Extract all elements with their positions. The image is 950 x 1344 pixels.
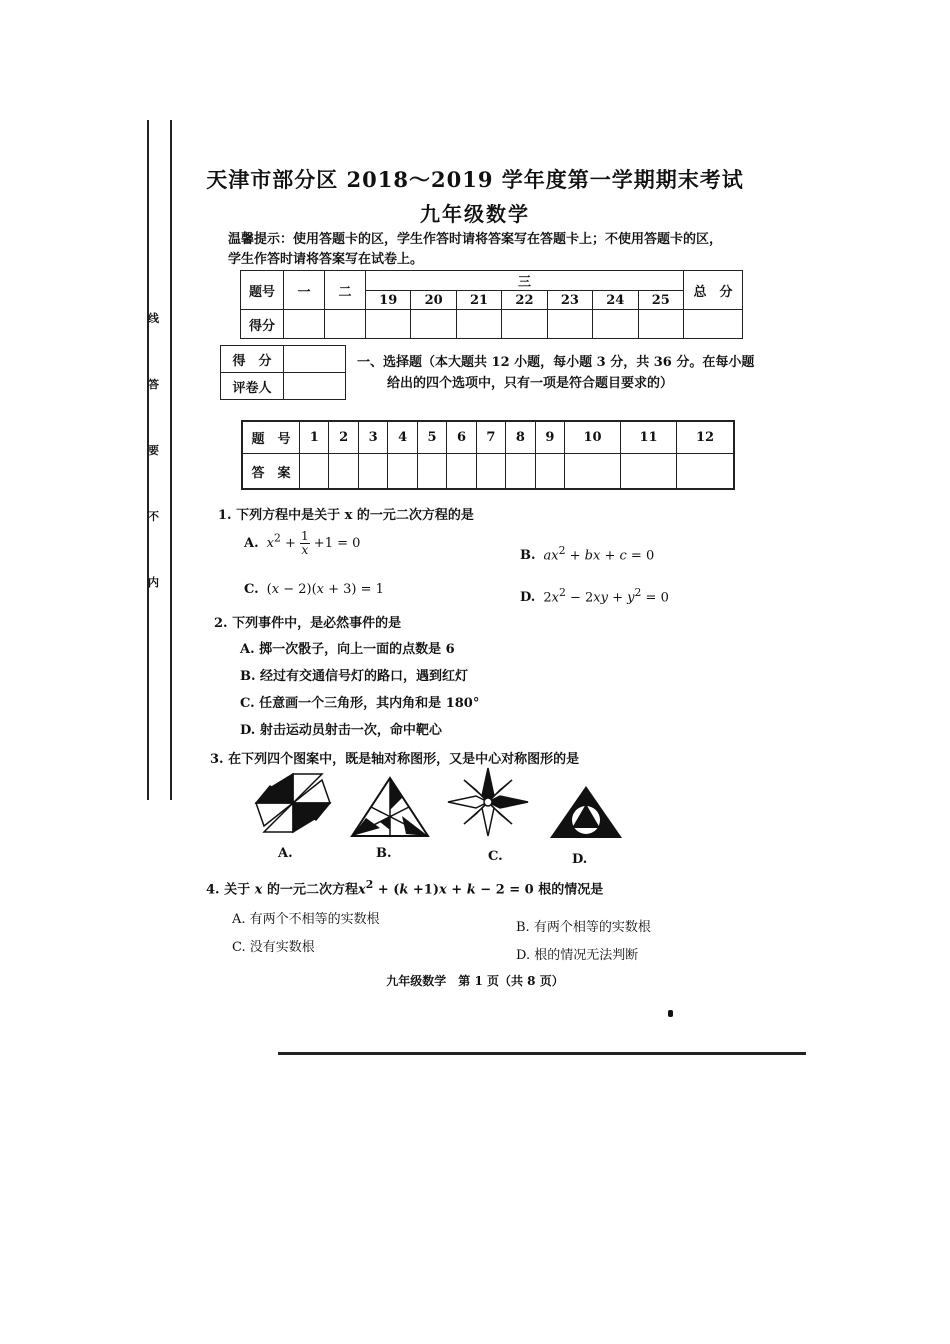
score-table-sub-col: 23: [547, 291, 592, 310]
fraction-1-over-x: $\frac{1}{x}$: [301, 529, 309, 557]
section-1-line-2: 给出的四个选项中，只有一项是符合题目要求的）: [387, 376, 674, 391]
answer-table-number: 12: [677, 421, 734, 454]
score-table-col-er: 二: [325, 271, 366, 310]
q2-option-c: C. 任意画一个三角形，其内角和是 180°: [240, 696, 480, 711]
answer-table-number: 9: [535, 421, 564, 454]
answer-cell[interactable]: [476, 454, 505, 490]
q1-option-b: B. $ax^2$ + bx + c = 0: [520, 544, 655, 564]
q3-figure-d-triangle-circle: [548, 784, 624, 840]
margin-char-2: 答: [148, 378, 159, 391]
answer-table-number: 7: [476, 421, 505, 454]
score-table-label-defen: 得分: [241, 310, 284, 339]
q3-label-a: A.: [278, 846, 293, 861]
answer-table-label-daan: 答 案: [242, 454, 300, 490]
q3-label-b: B.: [376, 846, 392, 861]
score-cell-total[interactable]: [684, 310, 743, 339]
q3-label-d: D.: [572, 852, 588, 867]
q3-label-c: C.: [488, 849, 503, 864]
answer-cell[interactable]: [565, 454, 621, 490]
score-cell[interactable]: [638, 310, 683, 339]
grader-name-label: 评卷人: [221, 373, 284, 400]
margin-char-1: 线: [148, 312, 159, 325]
answer-table-number: 8: [506, 421, 535, 454]
q1-option-c-label: C.: [244, 582, 259, 597]
scan-bottom-line: [278, 1052, 806, 1055]
section-1-heading: [357, 352, 767, 394]
score-table-sub-col: 25: [638, 291, 683, 310]
score-table-col-san: 三: [366, 271, 684, 291]
score-table-col-yi: 一: [284, 271, 325, 310]
scan-mark-dot: [668, 1010, 673, 1017]
section-1-line-1: 一、选择题（本大题共 12 小题，每小题 3 分，共 36 分。在每小题: [357, 355, 755, 370]
page-footer: 九年级数学 第 1 页（共 8 页）: [386, 974, 564, 988]
answer-cell[interactable]: [677, 454, 734, 490]
warm-tip-line-1: 温馨提示：使用答题卡的区，学生作答时请将答案写在答题卡上；不使用答题卡的区，: [228, 232, 723, 247]
answer-cell[interactable]: [535, 454, 564, 490]
exam-subtitle: 九年级数学: [420, 202, 530, 226]
q1-option-c: C. (x − 2)(x + 3) = 1: [244, 582, 384, 597]
score-cell[interactable]: [284, 310, 325, 339]
score-table-sub-col: 22: [502, 291, 547, 310]
answer-cell[interactable]: [417, 454, 446, 490]
score-table-sub-col: 24: [593, 291, 638, 310]
answer-table: [241, 420, 735, 490]
answer-cell[interactable]: [621, 454, 677, 490]
q4-option-c: C. 没有实数根: [232, 940, 315, 955]
exam-title: 天津市部分区 2018～2019 学年度第一学期期末考试: [206, 167, 744, 192]
answer-table-number: 6: [447, 421, 476, 454]
score-table-label-tihao: 题号: [241, 271, 284, 310]
q2-option-b: B. 经过有交通信号灯的路口，遇到红灯: [240, 669, 469, 684]
q3-figure-b-triangle: [350, 776, 430, 838]
q2-option-a: A. 掷一次骰子，向上一面的点数是 6: [240, 642, 455, 657]
q2-option-d: D. 射击运动员射击一次，命中靶心: [240, 723, 442, 738]
score-cell[interactable]: [411, 310, 456, 339]
warm-tip-line-2: 学生作答时请将答案写在试卷上。: [228, 252, 424, 267]
q1-option-a-label: A.: [244, 536, 259, 551]
score-table-sub-col: 19: [366, 291, 411, 310]
answer-cell[interactable]: [506, 454, 535, 490]
score-table-sub-col: 20: [411, 291, 456, 310]
q3-figure-a-pinwheel: [252, 770, 334, 836]
score-cell[interactable]: [593, 310, 638, 339]
q4-stem-mid: 的一元二次方程: [266, 882, 358, 898]
score-cell[interactable]: [325, 310, 366, 339]
q4-stem-pre: 4. 关于: [206, 882, 251, 898]
q2-stem: 2. 下列事件中，是必然事件的是: [214, 616, 402, 631]
q4-option-b: B. 有两个相等的实数根: [516, 920, 651, 935]
answer-cell[interactable]: [329, 454, 358, 490]
grader-score-label: 得 分: [221, 346, 284, 373]
q1-option-d: D. $2x^2 - 2xy + y^2 = 0$: [520, 586, 669, 606]
score-table: [240, 270, 743, 339]
answer-table-number: 1: [300, 421, 329, 454]
answer-table-number: 3: [358, 421, 387, 454]
score-table-sub-col: 21: [456, 291, 501, 310]
answer-table-number: 11: [621, 421, 677, 454]
margin-char-5: 内: [148, 576, 159, 589]
grader-table: [220, 345, 346, 400]
q1-option-a: A. $x^2$ + $\frac{1}{x}$ +1 = 0: [244, 529, 361, 557]
answer-cell[interactable]: [300, 454, 329, 490]
q4-stem: 4. 关于 x 的一元二次方程$x^2 + (k +1)x + k - 2 = 0$ 根的情况是: [206, 878, 604, 898]
score-cell[interactable]: [502, 310, 547, 339]
q1-stem: 1. 下列方程中是关于 x 的一元二次方程的是: [218, 508, 474, 523]
q3-stem: 3. 在下列四个图案中，既是轴对称图形，又是中心对称图形的是: [210, 752, 580, 767]
answer-table-number: 5: [417, 421, 446, 454]
margin-char-3: 要: [148, 444, 159, 457]
answer-table-label-tihao: 题 号: [242, 421, 300, 454]
answer-cell[interactable]: [388, 454, 417, 490]
answer-table-number: 4: [388, 421, 417, 454]
answer-table-number: 10: [565, 421, 621, 454]
grader-name-cell[interactable]: [284, 373, 346, 400]
q4-stem-post: 根的情况是: [538, 882, 604, 898]
q3-figure-c-star: [446, 766, 530, 838]
score-cell[interactable]: [366, 310, 411, 339]
q4-option-d: D. 根的情况无法判断: [516, 948, 639, 963]
q1-option-b-label: B.: [520, 548, 536, 564]
warm-tip: [228, 230, 768, 270]
q4-option-a: A. 有两个不相等的实数根: [232, 912, 380, 927]
q1-option-d-label: D.: [520, 590, 536, 606]
margin-char-4: 不: [148, 510, 159, 523]
score-cell[interactable]: [547, 310, 592, 339]
answer-cell[interactable]: [358, 454, 387, 490]
grader-score-cell[interactable]: [284, 346, 346, 373]
score-cell[interactable]: [456, 310, 501, 339]
score-table-col-total: 总 分: [684, 271, 743, 310]
answer-table-number: 2: [329, 421, 358, 454]
answer-cell[interactable]: [447, 454, 476, 490]
